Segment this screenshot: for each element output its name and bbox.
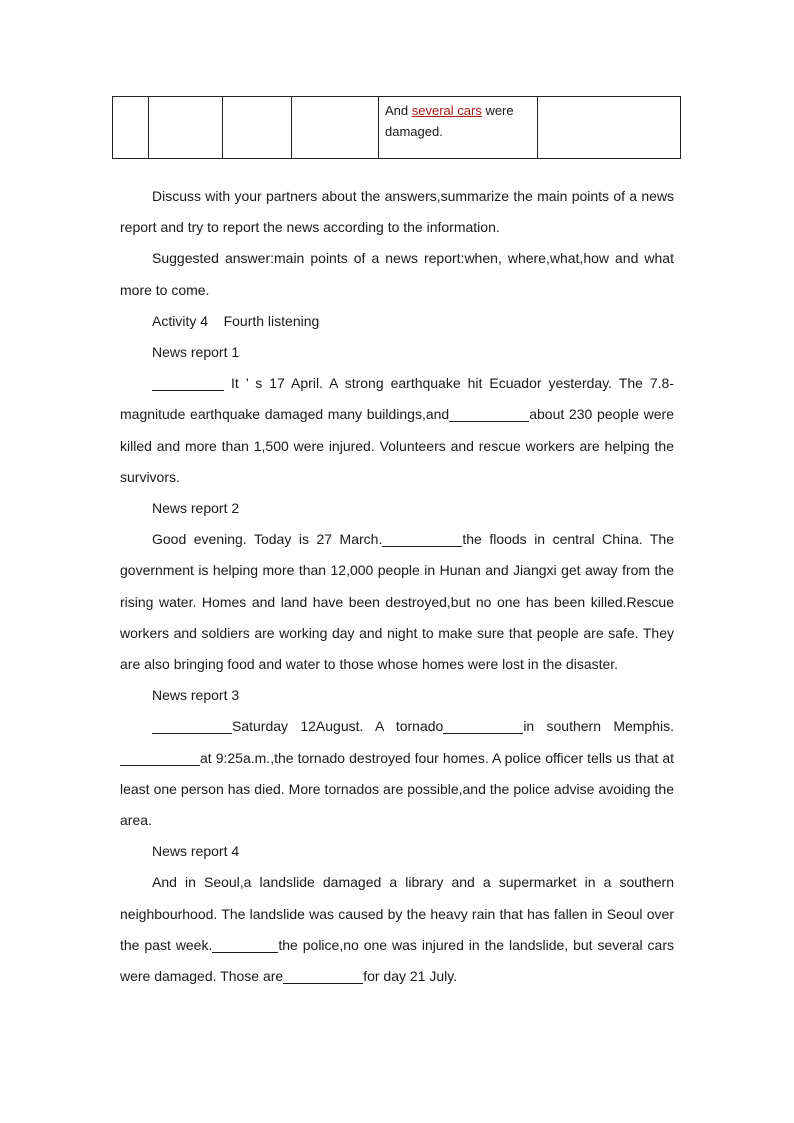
table-cell — [113, 97, 149, 159]
blank-line[interactable] — [152, 718, 232, 734]
activity-title: Fourth listening — [223, 312, 320, 329]
cell-highlight-text: several cars — [411, 103, 482, 118]
report-text: the floods in central China. The government is helping more than 12,000 people in Hunan and Jiangxi get away from the rising water. Homes and land have been destroyed,but no one has been killed.Rescue workers and soldiers are working day and night to make sure that people are safe. They are also bringing food and water to those whose homes were lost in the disaster. — [120, 531, 675, 673]
table-row — [113, 97, 681, 159]
news-report-1-text — [120, 368, 674, 493]
table-cell — [149, 97, 223, 159]
table-cell — [538, 97, 681, 159]
news-report-2-title: News report 2 — [152, 500, 240, 517]
cell-text-suffix: were damaged. — [385, 103, 514, 139]
blank-line[interactable] — [449, 406, 529, 422]
news-report-4-text — [120, 867, 674, 992]
news-report-3-title: News report 3 — [152, 687, 240, 704]
report-text: And in Seoul,a landslide damaged a library and a supermarket in a southern neighbourhood. The landslide was caused by the heavy rain that has fallen in Seoul over the past week. — [120, 874, 674, 953]
report-text: It ’ s 17 April. A strong earthquake hit Ecuador yesterday. The 7.8-magnitude earthquake damaged many buildings,and — [120, 375, 674, 423]
report-text: about 230 people were killed and more than 1,500 were injured. Volunteers and rescue workers are helping the survivors. — [120, 406, 674, 485]
suggested-answer-paragraph: Suggested answer:main points of a news report:when, where,what,how and what more to come. — [120, 250, 674, 298]
cell-text-prefix: And — [385, 103, 412, 118]
document-body — [120, 181, 674, 992]
report-table — [112, 96, 681, 159]
blank-line[interactable] — [382, 531, 462, 547]
report-text: the police,no one was injured in the landslide, but several cars were damaged. Those are — [120, 936, 674, 985]
activity-label: Activity 4 — [152, 312, 209, 329]
report-text: Good evening. Today is 27 March. — [152, 531, 383, 548]
table-cell — [292, 97, 379, 159]
blank-line[interactable] — [120, 750, 200, 766]
report-text: for day 21 July. — [363, 968, 458, 985]
blank-line[interactable] — [152, 375, 224, 391]
blank-line[interactable] — [283, 968, 363, 984]
table-cell — [223, 97, 292, 159]
news-report-1-title: News report 1 — [152, 344, 240, 361]
discuss-paragraph: Discuss with your partners about the answers,summarize the main points of a news report and try to report the news according to the information. — [120, 188, 674, 236]
blank-line[interactable] — [443, 718, 523, 734]
blank-line[interactable] — [212, 937, 278, 953]
news-report-3-text — [120, 711, 674, 836]
report-text: Saturday 12August. A tornado — [232, 718, 444, 735]
activity-heading — [120, 306, 674, 337]
report-text: in southern Memphis. — [523, 718, 675, 735]
report-text: at 9:25a.m.,the tornado destroyed four homes. A police officer tells us that at least one person has died. More tornados are possible,and the police advise avoiding the area. — [120, 749, 674, 829]
news-report-2-text — [120, 524, 674, 680]
table-cell-details — [379, 97, 538, 159]
news-report-4-title: News report 4 — [152, 843, 240, 860]
